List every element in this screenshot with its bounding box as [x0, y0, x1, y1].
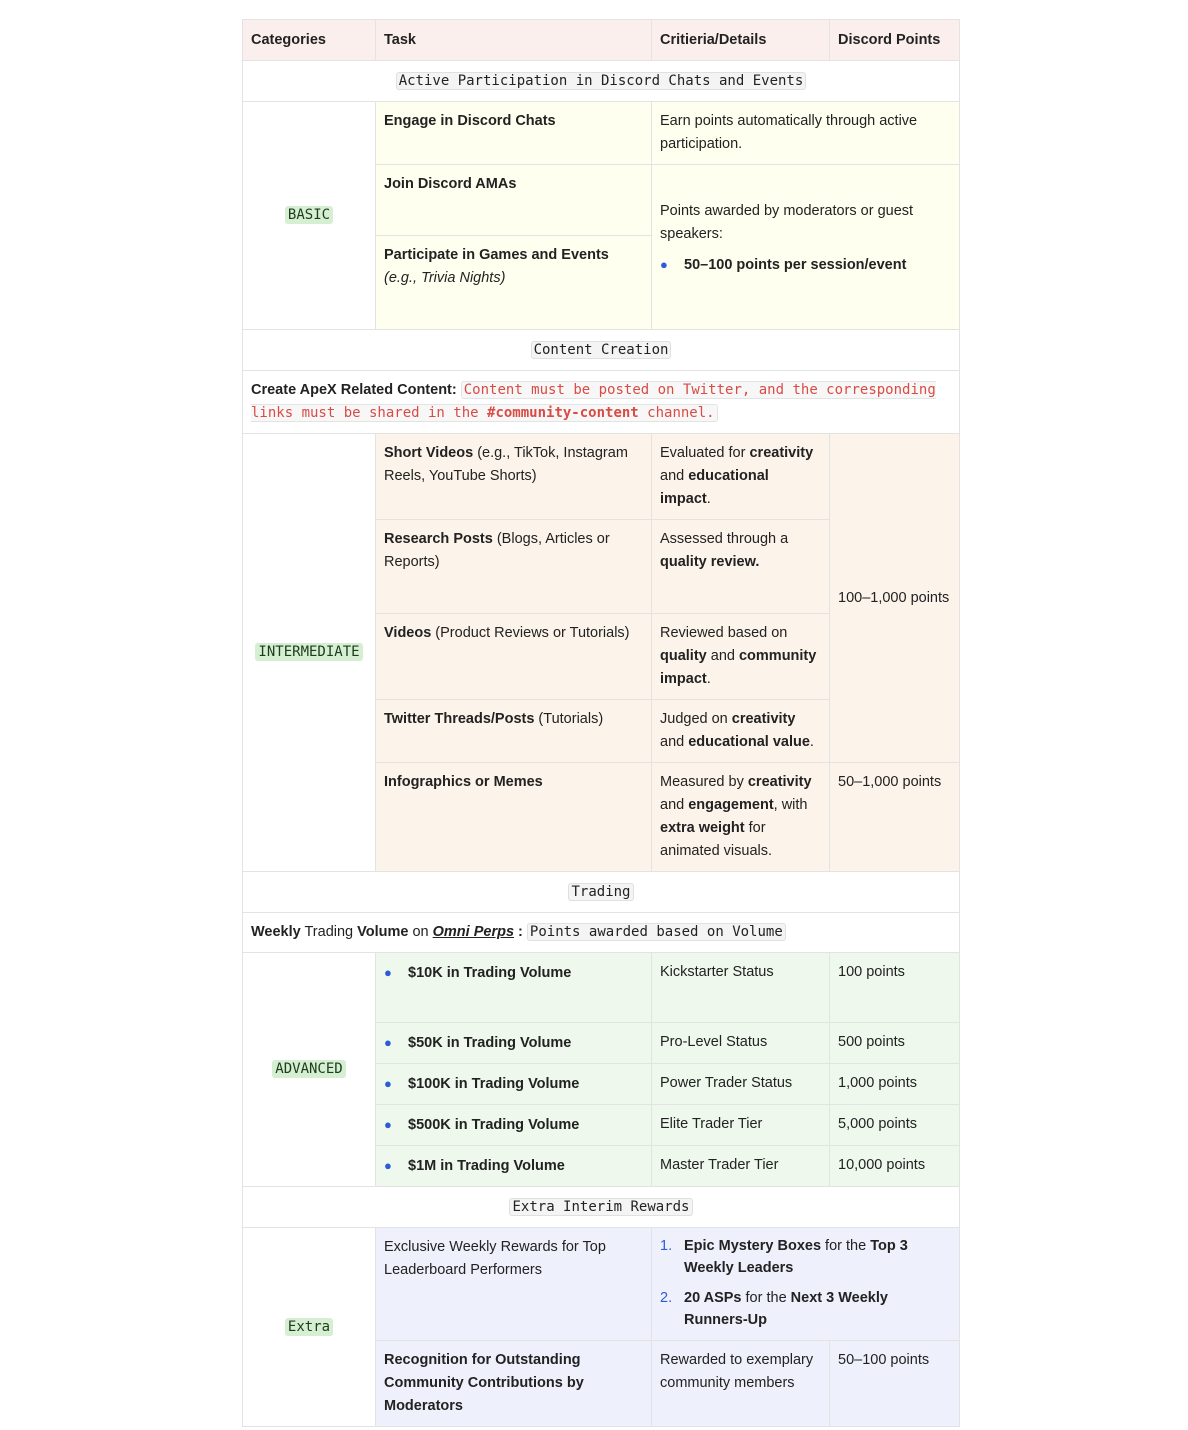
list-item: ● 50–100 points per session/event — [660, 256, 907, 273]
task-twitter-threads: Twitter Threads/Posts — [384, 711, 535, 727]
task-volume: $50K in Trading Volume — [408, 1035, 572, 1051]
content-rule-text-end: channel. — [638, 405, 715, 421]
detail-bold: educational impact — [660, 468, 769, 507]
section-row — [243, 1187, 960, 1228]
table-row — [243, 1228, 960, 1341]
status-cell: Elite Trader Tier — [652, 1105, 830, 1146]
task-cell: ● $50K in Trading Volume — [376, 1023, 652, 1064]
task-note: (e.g., Trivia Nights) — [384, 270, 506, 286]
detail-bold: extra weight — [660, 820, 745, 836]
points-cell: 5,000 points — [830, 1105, 960, 1146]
task-videos: Videos — [384, 625, 432, 641]
detail-bold: quality review. — [660, 554, 760, 570]
task-cell — [376, 700, 652, 763]
task-infographics: Infographics or Memes — [384, 774, 543, 790]
omni-perps-link[interactable]: Omni Perps — [432, 924, 515, 940]
task-cell — [376, 165, 652, 236]
task-cell: ● $500K in Trading Volume — [376, 1105, 652, 1146]
detail-cell — [652, 763, 830, 872]
points-cell: 50–100 points — [830, 1341, 960, 1427]
detail-text: and — [660, 734, 689, 750]
trading-intro-text: on — [408, 924, 433, 940]
detail-cell: Earn points automatically through active participation. — [652, 102, 960, 165]
reward-target: Top 3 Weekly Leaders — [684, 1238, 908, 1276]
detail-cell — [652, 1228, 960, 1341]
detail-cell — [652, 614, 830, 700]
task-volume: $1M in Trading Volume — [408, 1158, 565, 1174]
detail-bold: educational value — [688, 734, 810, 750]
detail-text: for animated visuals. — [660, 820, 773, 859]
reward-name: Epic Mystery Boxes — [684, 1238, 822, 1254]
content-intro-cell — [243, 371, 960, 434]
detail-text: . — [706, 671, 711, 687]
section-row — [243, 872, 960, 913]
detail-cell — [652, 434, 830, 520]
list-item: 2. 20 ASPs for the Next 3 Weekly Runners-Up — [660, 1290, 888, 1328]
header-points: Discord Points — [830, 20, 960, 61]
detail-text: Evaluated for — [660, 445, 750, 461]
detail-text: , with — [773, 797, 808, 813]
detail-text: . — [809, 734, 814, 750]
content-intro-label: Create ApeX Related Content: — [251, 382, 457, 398]
task-detail: (e.g., TikTok, Instagram Reels, YouTube Shorts) — [384, 445, 628, 484]
task-cell — [376, 520, 652, 614]
trading-rule: Points awarded based on Volume — [527, 923, 786, 941]
trading-intro-cell — [243, 913, 960, 953]
task-recognition: Recognition for Outstanding Community Contributions by Moderators — [384, 1352, 584, 1414]
detail-text: and — [706, 648, 739, 664]
detail-cell — [652, 700, 830, 763]
points-cell: 10,000 points — [830, 1146, 960, 1187]
badge-basic: BASIC — [285, 206, 333, 224]
points-cell: 100–1,000 points — [830, 434, 960, 763]
content-intro-row — [243, 371, 960, 434]
task-cell: ● $100K in Trading Volume — [376, 1064, 652, 1105]
reward-target: Next 3 Weekly Runners-Up — [684, 1290, 888, 1328]
category-cell — [243, 434, 376, 872]
task-volume: $100K in Trading Volume — [408, 1076, 580, 1092]
detail-bold: creativity — [749, 445, 814, 461]
task-detail: (Blogs, Articles or Reports) — [384, 531, 610, 570]
detail-bold: community impact — [660, 648, 817, 687]
status-cell: Pro-Level Status — [652, 1023, 830, 1064]
task-cell: ● $1M in Trading Volume — [376, 1146, 652, 1187]
category-cell — [243, 102, 376, 330]
task-research-posts: Research Posts — [384, 531, 493, 547]
points-cell: 100 points — [830, 953, 960, 1023]
detail-text: Assessed through a — [660, 531, 789, 547]
detail-bold: engagement — [688, 797, 774, 813]
badge-extra: Extra — [285, 1318, 333, 1336]
detail-text: . — [706, 491, 711, 507]
trading-intro-text: Weekly — [251, 924, 301, 940]
header-categories: Categories — [243, 20, 376, 61]
task-detail: (Tutorials) — [534, 711, 604, 727]
section-row — [243, 61, 960, 102]
task-cell: ● $10K in Trading Volume — [376, 953, 652, 1023]
detail-cell — [652, 165, 960, 330]
detail-text: and — [660, 468, 689, 484]
rewards-table — [242, 19, 960, 1427]
task-detail: (Product Reviews or Tutorials) — [431, 625, 630, 641]
category-cell — [243, 1228, 376, 1427]
list-item: 1. Epic Mystery Boxes for the Top 3 Weekly Leaders — [660, 1238, 908, 1276]
section-title-content: Content Creation — [531, 341, 672, 359]
task-engage-chats: Engage in Discord Chats — [384, 113, 556, 129]
detail-text: Points awarded by moderators or guest speakers: — [660, 202, 914, 242]
status-cell: Master Trader Tier — [652, 1146, 830, 1187]
points-cell: 1,000 points — [830, 1064, 960, 1105]
task-volume: $500K in Trading Volume — [408, 1117, 580, 1133]
section-title-extra: Extra Interim Rewards — [509, 1198, 692, 1216]
task-cell — [376, 102, 652, 165]
header-row — [243, 20, 960, 61]
task-cell: Exclusive Weekly Rewards for Top Leaderboard Performers — [376, 1228, 652, 1341]
category-cell — [243, 953, 376, 1187]
task-join-amas: Join Discord AMAs — [384, 176, 517, 192]
points-cell: 50–1,000 points — [830, 763, 960, 872]
detail-cell: Rewarded to exemplary community members — [652, 1341, 830, 1427]
task-cell — [376, 763, 652, 872]
detail-bullet: 50–100 points per session/event — [684, 256, 907, 273]
task-cell — [376, 434, 652, 520]
detail-text: Judged on — [660, 711, 732, 727]
section-title-trading: Trading — [568, 883, 633, 901]
channel-name: #community-content — [487, 405, 639, 421]
table-row — [243, 434, 960, 520]
section-title-participation: Active Participation in Discord Chats and Events — [396, 72, 807, 90]
reward-text: for the — [821, 1238, 871, 1254]
task-short-videos: Short Videos — [384, 445, 474, 461]
task-volume: $10K in Trading Volume — [408, 965, 572, 981]
trading-intro-text: Trading — [300, 924, 358, 940]
task-games-events: Participate in Games and Events — [384, 247, 609, 263]
detail-bold: quality — [660, 648, 707, 664]
status-cell: Kickstarter Status — [652, 953, 830, 1023]
detail-text: and — [660, 797, 689, 813]
content-rule-text: Content must be posted on Twitter, and the corresponding links must be shared in the — [251, 382, 936, 421]
detail-cell — [652, 520, 830, 614]
detail-bold: creativity — [747, 774, 812, 790]
task-cell — [376, 614, 652, 700]
trading-intro-text: : — [514, 924, 523, 940]
detail-text: Reviewed based on — [660, 625, 788, 641]
reward-name: 20 ASPs — [684, 1290, 742, 1306]
trading-intro-text: Volume — [357, 924, 409, 940]
table-row — [243, 953, 960, 1023]
points-cell: 500 points — [830, 1023, 960, 1064]
badge-intermediate: INTERMEDIATE — [255, 643, 362, 661]
reward-text: for the — [741, 1290, 791, 1306]
section-row — [243, 330, 960, 371]
task-cell — [376, 1341, 652, 1427]
trading-intro-row — [243, 913, 960, 953]
header-criteria: Critieria/Details — [652, 20, 830, 61]
task-cell — [376, 236, 652, 330]
badge-advanced: ADVANCED — [272, 1060, 345, 1078]
detail-text: Measured by — [660, 774, 748, 790]
status-cell: Power Trader Status — [652, 1064, 830, 1105]
table-row — [243, 102, 960, 165]
detail-bold: creativity — [731, 711, 796, 727]
header-task: Task — [376, 20, 652, 61]
